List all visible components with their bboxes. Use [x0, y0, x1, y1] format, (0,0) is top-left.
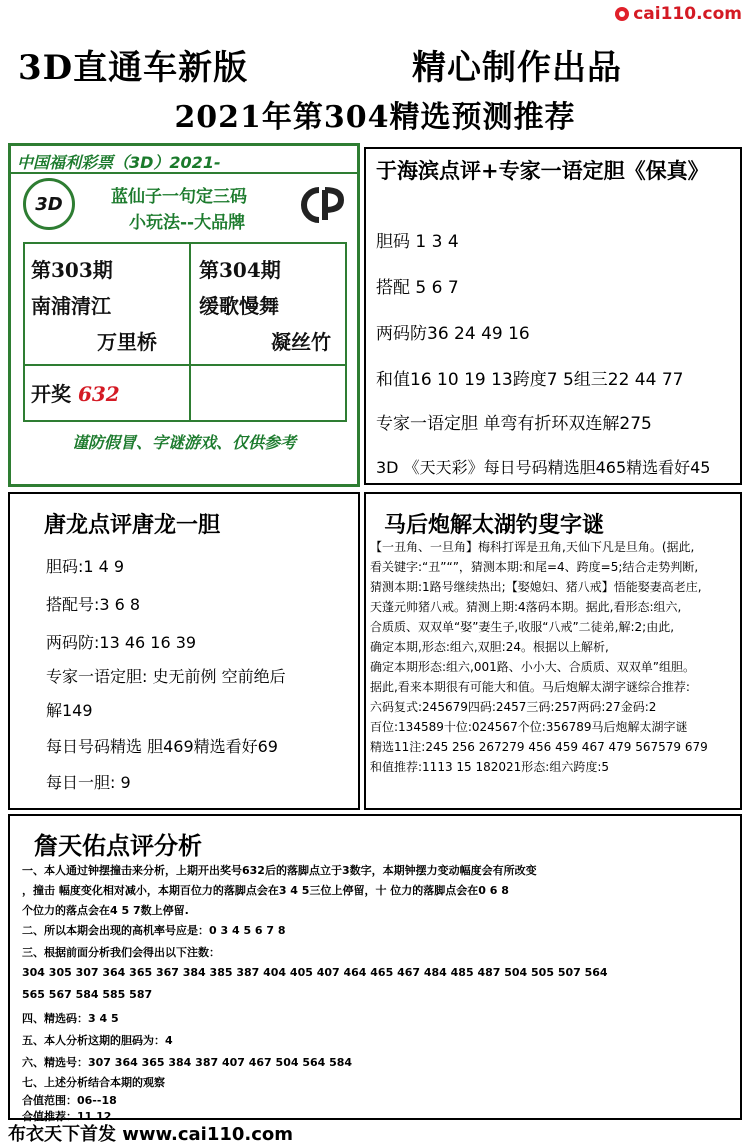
riddle-line: 确定本期形态:组六,001路、小小大、合质质、双双单”组胆。 [370, 660, 695, 674]
tanglong-line: 每日号码精选 胆469精选看好69 [46, 737, 278, 756]
analysis-line: 304 305 307 364 365 367 384 385 387 404 405 407 464 465 467 484 485 487 504 505 507 564 [22, 966, 608, 979]
analysis-line: 个位力的落点会在4 5 7数上停留. [22, 904, 189, 917]
cp-logo-icon [299, 184, 345, 226]
lottery-label: 开奖 [31, 382, 71, 406]
issue-303-line2: 万里桥 [97, 330, 157, 354]
analysis-line: 四、精选码：3 4 5 [22, 1012, 119, 1025]
expert-line: 胆码 1 3 4 [376, 232, 459, 252]
expert-line: 和值16 10 19 13跨度7 5组三22 44 77 [376, 370, 684, 390]
riddle-title: 马后炮解太湖钓叟字谜 [384, 512, 605, 538]
analysis-line: 五、本人分析这期的胆码为：4 [22, 1034, 173, 1047]
header-left-title: 3D直通车新版 [18, 48, 249, 88]
tanglong-line: 专家一语定胆: 史无前例 空前绝后 [46, 667, 286, 686]
footer-source: 布衣天下首发 www.cai110.com [8, 1124, 294, 1145]
riddle-line: 百位:134589十位:024567个位:356789马后炮解太湖字谜 [370, 720, 688, 734]
riddle-line: 和值推荐:1113 15 182021形态:组六跨度:5 [370, 760, 610, 774]
lottery-result [31, 378, 120, 407]
riddle-line: 看关键字:“丑”“”，猜测本期:和尾=4、跨度=5;结合走势判断, [370, 560, 699, 574]
riddle-line: 合质质、双双单“娶”妻生子,收服“八戒”二徒弟,解:2;由此, [370, 620, 675, 634]
grid-h-divider [25, 364, 345, 366]
tanglong-box [8, 492, 360, 810]
card-issue-grid [23, 242, 347, 422]
site-logo[interactable] [615, 4, 742, 24]
analysis-line: 三、根据前面分析我们会得出以下注数： [22, 946, 220, 959]
riddle-box [364, 492, 742, 810]
card-divider [11, 172, 357, 174]
logo-dot-icon [615, 7, 629, 21]
tanglong-line: 每日一胆: 9 [46, 773, 131, 792]
analysis-line: 一、本人通过钟摆撞击来分析，上期开出奖号632后的落脚点立于3数字，本期钟摆力变动幅度会有所改变 [22, 864, 537, 877]
expert-line: 两码防36 24 49 16 [376, 324, 530, 344]
3d-badge-icon: 3D [23, 178, 75, 230]
card-warning: 谨防假冒、字谜游戏、仅供参考 [71, 433, 296, 452]
analysis-line: 565 567 584 585 587 [22, 988, 153, 1001]
analysis-box [8, 814, 742, 1123]
lottery-value: 632 [77, 382, 120, 406]
expert-title: 于海滨点评+专家一语定胆《保真》 [376, 158, 709, 183]
card-slogan-2: 小玩法--大品牌 [129, 213, 246, 233]
riddle-line: 精选11注:245 256 267279 456 459 467 479 567579 679 [370, 740, 708, 754]
analysis-line: 六、精选号：307 364 365 384 387 407 467 504 564 584 [22, 1056, 353, 1069]
analysis-line: ，撞击 幅度变化相对减小，本期百位力的落脚点会在3 4 5三位上停留，十 位力的落脚点会在0 6 8 [22, 884, 509, 897]
expert-box [364, 147, 742, 485]
card-top-line: 中国福利彩票（3D）2021- [17, 153, 221, 172]
riddle-line: 确定本期,形态:组六,双胆:24。根据以上解析, [370, 640, 609, 654]
riddle-line: 天蓬元帅猪八戒。猜测上期:4落码本期。据此,看形态:组六, [370, 600, 682, 614]
expert-line: 3D 《天天彩》每日号码精选胆465精选看好45 [376, 458, 711, 477]
issue-304-title: 第304期 [199, 258, 281, 282]
issue-303-line1: 南浦清江 [31, 294, 111, 318]
riddle-line: 猜测本期:1路号继续热出;【娶媳妇、猪八戒】悟能娶妻高老庄, [370, 580, 702, 594]
analysis-line: 七、上述分析结合本期的观察 [22, 1076, 165, 1089]
riddle-line: 【一丑角、一旦角】梅科打诨是丑角,天仙下凡是旦角。(据此, [370, 540, 695, 554]
expert-line: 搭配 5 6 7 [376, 278, 459, 298]
tanglong-line: 胆码:1 4 9 [46, 557, 125, 576]
lottery-card [8, 143, 360, 487]
analysis-title: 詹天佑点评分析 [34, 831, 202, 860]
tanglong-line: 搭配号:3 6 8 [46, 595, 141, 614]
logo-text: cai110.com [633, 4, 742, 24]
analysis-line: 合值推荐：11 12 [22, 1110, 112, 1123]
analysis-line: 合值范围：06--18 [22, 1094, 117, 1107]
analysis-line: 二、所以本期会出现的高机率号应是：0 3 4 5 6 7 8 [22, 924, 286, 937]
grid-v-divider [189, 244, 191, 420]
riddle-line: 据此,看来本期很有可能大和值。马后炮解太湖字谜综合推荐: [370, 680, 690, 694]
expert-line: 专家一语定胆 单弯有折环双连解275 [376, 414, 652, 434]
tanglong-title: 唐龙点评唐龙一胆 [44, 512, 221, 538]
riddle-line: 六码复式:245679四码:2457三码:257两码:27金码:2 [370, 700, 657, 714]
tanglong-line: 解149 [46, 701, 93, 720]
issue-304-line2: 凝丝竹 [271, 330, 331, 354]
issue-303-title: 第303期 [31, 258, 113, 282]
tanglong-line: 两码防:13 46 16 39 [46, 633, 197, 652]
header-right-title: 精心制作出品 [412, 48, 622, 88]
issue-304-line1: 缓歌慢舞 [199, 294, 279, 318]
card-slogan-1: 蓝仙子一句定三码 [111, 187, 247, 207]
page-subtitle: 2021年第304精选预测推荐 [174, 100, 576, 135]
